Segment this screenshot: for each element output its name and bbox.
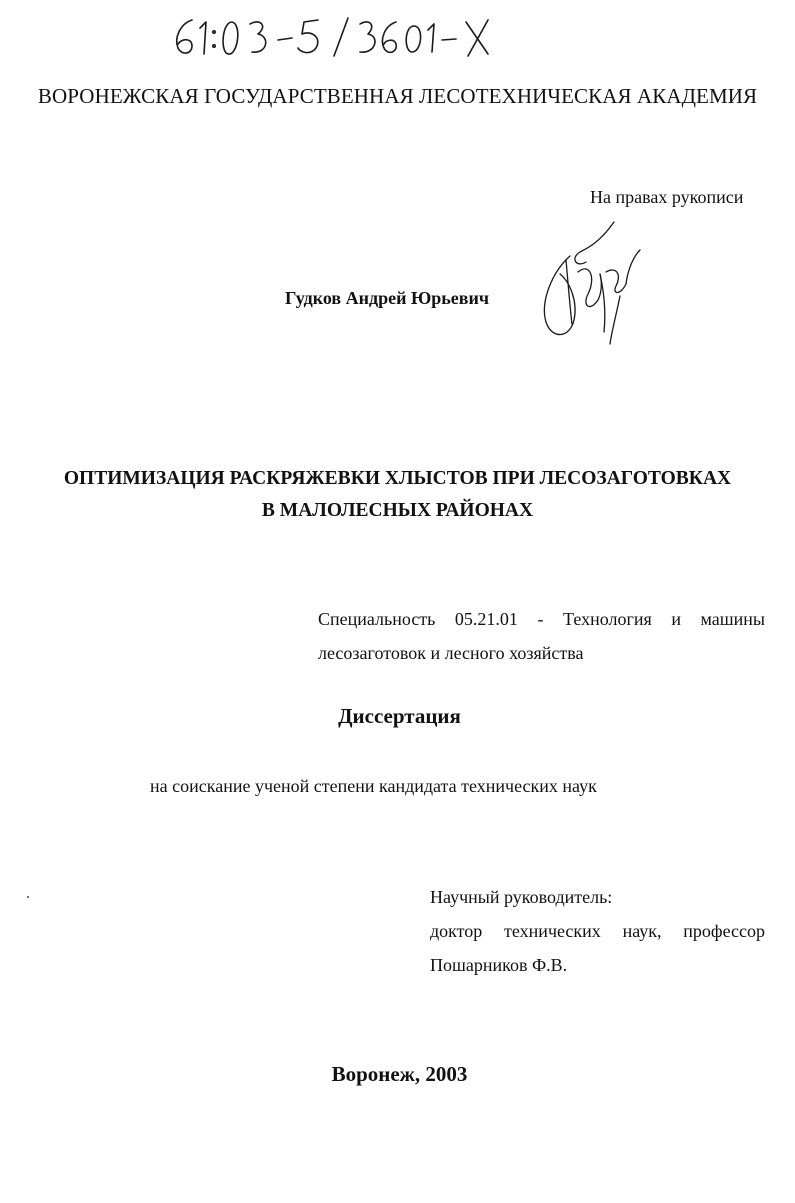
title-line-1: ОПТИМИЗАЦИЯ РАСКРЯЖЕВКИ ХЛЫСТОВ ПРИ ЛЕСОЗАГОТОВКАХ (63, 468, 732, 489)
supervisor-name: Пошарников Ф.В. (430, 955, 568, 975)
supervisor-rank: доктор технических наук, профессор (430, 921, 765, 941)
title-line-2: В МАЛОЛЕСНЫХ РАЙОНАХ (261, 500, 534, 521)
manuscript-rights-note: На правах рукописи (590, 187, 744, 207)
specialty-text: Специальность 05.21.01 - Технология и машины лесозаготовок и лесного хозяйства (318, 609, 765, 663)
degree-text: на соискание ученой степени кандидата технических наук (150, 776, 597, 796)
supervisor-block (430, 880, 765, 982)
scan-speck (27, 896, 29, 898)
city-year: Воронеж, 2003 (331, 1062, 468, 1086)
author-signature (530, 212, 650, 352)
dissertation-title (0, 463, 795, 527)
author-name: Гудков Андрей Юрьевич (285, 288, 490, 308)
handwritten-registration-number (170, 14, 500, 60)
work-type: Диссертация (338, 704, 461, 728)
institution-name: ВОРОНЕЖСКАЯ ГОСУДАРСТВЕННАЯ ЛЕСОТЕХНИЧЕСКАЯ АКАДЕМИЯ (37, 84, 758, 108)
supervisor-heading: Научный руководитель: (430, 887, 613, 907)
